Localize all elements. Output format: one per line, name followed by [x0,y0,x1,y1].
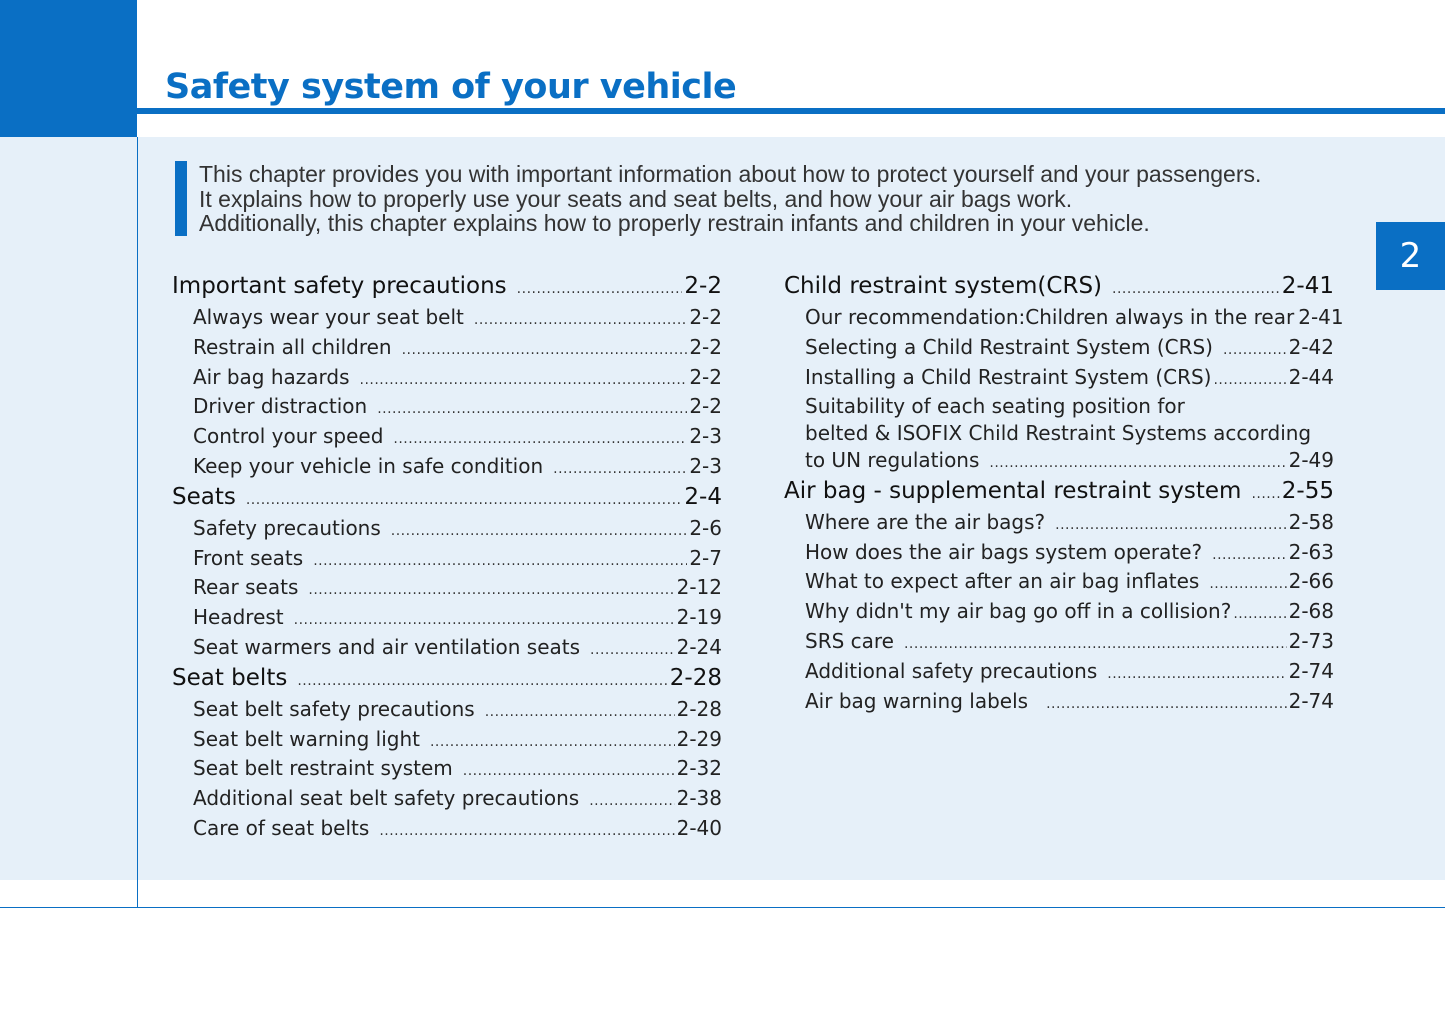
toc-page: 2-6 [689,515,722,540]
chapter-tab[interactable]: 2 [1376,222,1445,290]
toc-label: Air bag - supplemental restraint system [784,477,1242,504]
toc-label: Suitability of each seating position for [805,394,1185,419]
toc-label: Selecting a Child Restraint System (CRS) [805,334,1213,359]
toc-page: 2-41 [1281,273,1334,299]
toc-entry[interactable] [172,696,722,726]
toc-page: 2-7 [689,545,722,570]
toc-entry[interactable] [172,364,722,394]
toc-page: 2-55 [1281,477,1334,504]
toc-label: Front seats [193,545,304,570]
toc-label: Child restraint system(CRS) [784,273,1103,299]
toc-leader [904,628,1287,658]
toc-right-column [784,272,1344,717]
toc-entry[interactable] [172,755,722,785]
toc-page: 2-38 [676,786,722,811]
toc-label: to UN regulations [805,447,980,472]
toc-leader [474,304,687,334]
toc-leader [485,696,675,726]
toc-entry-line[interactable] [784,420,1334,447]
toc-label: SRS care [805,628,894,653]
toc-page: 2-63 [1288,539,1334,564]
toc-page: 2-2 [689,364,722,389]
toc-label: Seat warmers and air ventilation seats [193,634,581,659]
toc-page: 2-24 [676,634,722,659]
intro-line: This chapter provides you with important information about how to protect yourself and your passengers. [199,161,1262,187]
toc-leader [590,634,675,664]
toc-page: 2-2 [689,394,722,419]
toc-page: 2-12 [676,575,722,600]
toc-leader [1212,539,1286,569]
toc-page: 2-49 [1288,447,1334,472]
toc-label: Why didn't my air bag go off in a collision? [805,599,1232,624]
toc-page: 2-32 [676,756,722,781]
toc-leader [430,726,675,756]
toc-leader [989,447,1286,477]
toc-entry[interactable] [784,539,1334,569]
intro-accent-bar [175,161,187,236]
toc-label: Seat belt safety precautions [193,696,475,721]
toc-label: Restrain all children [193,334,392,359]
toc-left-column [172,272,722,845]
toc-label: Seat belt restraint system [193,756,453,781]
toc-leader [297,664,667,696]
toc-entry[interactable] [172,515,722,545]
toc-label: Additional safety precautions [805,658,1098,683]
intro-line: It explains how to properly use your seats and seat belts, and how your air bags work. [199,185,1073,212]
title-underline [137,108,1445,114]
toc-entry[interactable] [172,304,722,334]
toc-leader [379,815,674,845]
toc-leader [1112,272,1280,304]
toc-leader [313,545,687,575]
toc-entry[interactable] [172,634,722,664]
toc-entry-line[interactable] [784,393,1334,420]
toc-leader [377,393,687,423]
toc-label: What to expect after an air bag inflates [805,569,1200,594]
toc-page: 2-74 [1288,688,1334,713]
toc-page: 2-4 [684,483,722,510]
toc-leader [1046,688,1287,718]
toc-page: 2-68 [1288,599,1334,624]
toc-page: 2-3 [689,424,722,449]
toc-leader [393,423,687,453]
toc-entry[interactable] [172,423,722,453]
toc-page: 2-2 [689,334,722,359]
toc-entry[interactable] [784,364,1334,394]
toc-entry[interactable] [784,628,1334,658]
toc-entry[interactable] [172,785,722,815]
toc-leader [1209,568,1286,598]
bottom-divider [0,907,1445,908]
toc-label: Care of seat belts [193,815,370,840]
toc-page: 2-66 [1288,569,1334,594]
toc-page: 2-19 [676,605,722,630]
toc-leader [517,272,683,304]
toc-leader [402,334,688,364]
toc-entry[interactable] [784,658,1334,688]
toc-leader [553,453,687,483]
toc-page: 2-73 [1288,628,1334,653]
toc-page: 2-2 [689,305,722,329]
toc-section-child-restraint-system[interactable] [784,272,1334,304]
toc-leader [308,574,674,604]
toc-entry[interactable] [784,509,1334,539]
left-divider [137,137,138,908]
toc-section-seats[interactable] [172,483,722,515]
toc-page: 2-42 [1288,334,1334,359]
toc-label: Where are the air bags? [805,509,1046,534]
toc-label: How does the air bags system operate? [805,539,1203,564]
toc-entry[interactable] [172,726,722,756]
toc-page: 2-58 [1288,509,1334,534]
toc-label: Headrest [193,605,284,630]
toc-entry[interactable] [784,598,1334,628]
toc-label: Important safety precautions [172,273,507,299]
toc-page: 2-40 [676,815,722,840]
toc-label: Safety precautions [193,515,381,540]
intro-text [199,162,1359,236]
toc-entry[interactable] [172,393,722,423]
toc-entry[interactable] [172,453,722,483]
toc-label: Additional seat belt safety precautions [193,786,580,811]
toc-section-important-safety-precautions[interactable] [172,272,722,304]
toc-label: Rear seats [193,575,299,600]
toc-label: Control your speed [193,424,384,449]
toc-label: Always wear your seat belt [193,305,464,329]
toc-page: 2-28 [669,664,722,691]
toc-leader [360,364,688,394]
toc-label: Keep your vehicle in safe condition [193,453,544,478]
toc-label: Air bag warning labels [805,688,1029,713]
toc-leader [1233,598,1286,628]
toc-entry[interactable] [784,568,1334,598]
toc-label: Air bag hazards [193,364,350,389]
toc-label: Our recommendation:Children always in the rear [805,305,1295,329]
toc-section-seat-belts[interactable] [172,664,722,696]
toc-page: 2-3 [689,453,722,478]
toc-entry[interactable] [784,688,1334,718]
toc-section-air-bag[interactable] [784,477,1334,509]
toc-leader [294,604,675,634]
toc-label: Driver distraction [193,394,368,419]
toc-page: 2-74 [1288,658,1334,683]
toc-leader [589,785,674,815]
toc-leader [463,755,675,785]
toc-entry[interactable] [172,574,722,604]
toc-leader [1251,477,1279,509]
toc-leader [1055,509,1286,539]
toc-entry[interactable] [172,604,722,634]
intro-line: Additionally, this chapter explains how to properly restrain infants and children in your vehicle. [199,210,1150,236]
toc-page: 2-44 [1288,364,1334,389]
page-title: Safety system of your vehicle [165,67,737,107]
toc-entry[interactable] [784,447,1334,477]
toc-label: belted & ISOFIX Child Restraint Systems according [805,421,1312,446]
toc-label: Seat belt warning light [193,726,420,751]
toc-page: 2-41 [1298,305,1344,329]
toc-leader [1223,334,1287,364]
toc-page: 2-2 [684,273,722,299]
toc-entry[interactable] [784,304,1344,334]
toc-label: Seat belts [172,664,288,691]
toc-entry[interactable] [172,545,722,575]
toc-page: 2-29 [676,726,722,751]
corner-block [0,0,137,137]
toc-page: 2-28 [676,696,722,721]
toc-label: Installing a Child Restraint System (CRS) [805,364,1212,389]
toc-leader [1107,658,1286,688]
toc-entry[interactable] [172,815,722,845]
toc-entry[interactable] [172,334,722,364]
toc-leader [246,483,683,515]
left-margin-panel [0,137,137,880]
toc-entry[interactable] [784,334,1334,364]
toc-label: Seats [172,483,236,510]
toc-leader [391,515,688,545]
toc-leader [1213,364,1286,394]
